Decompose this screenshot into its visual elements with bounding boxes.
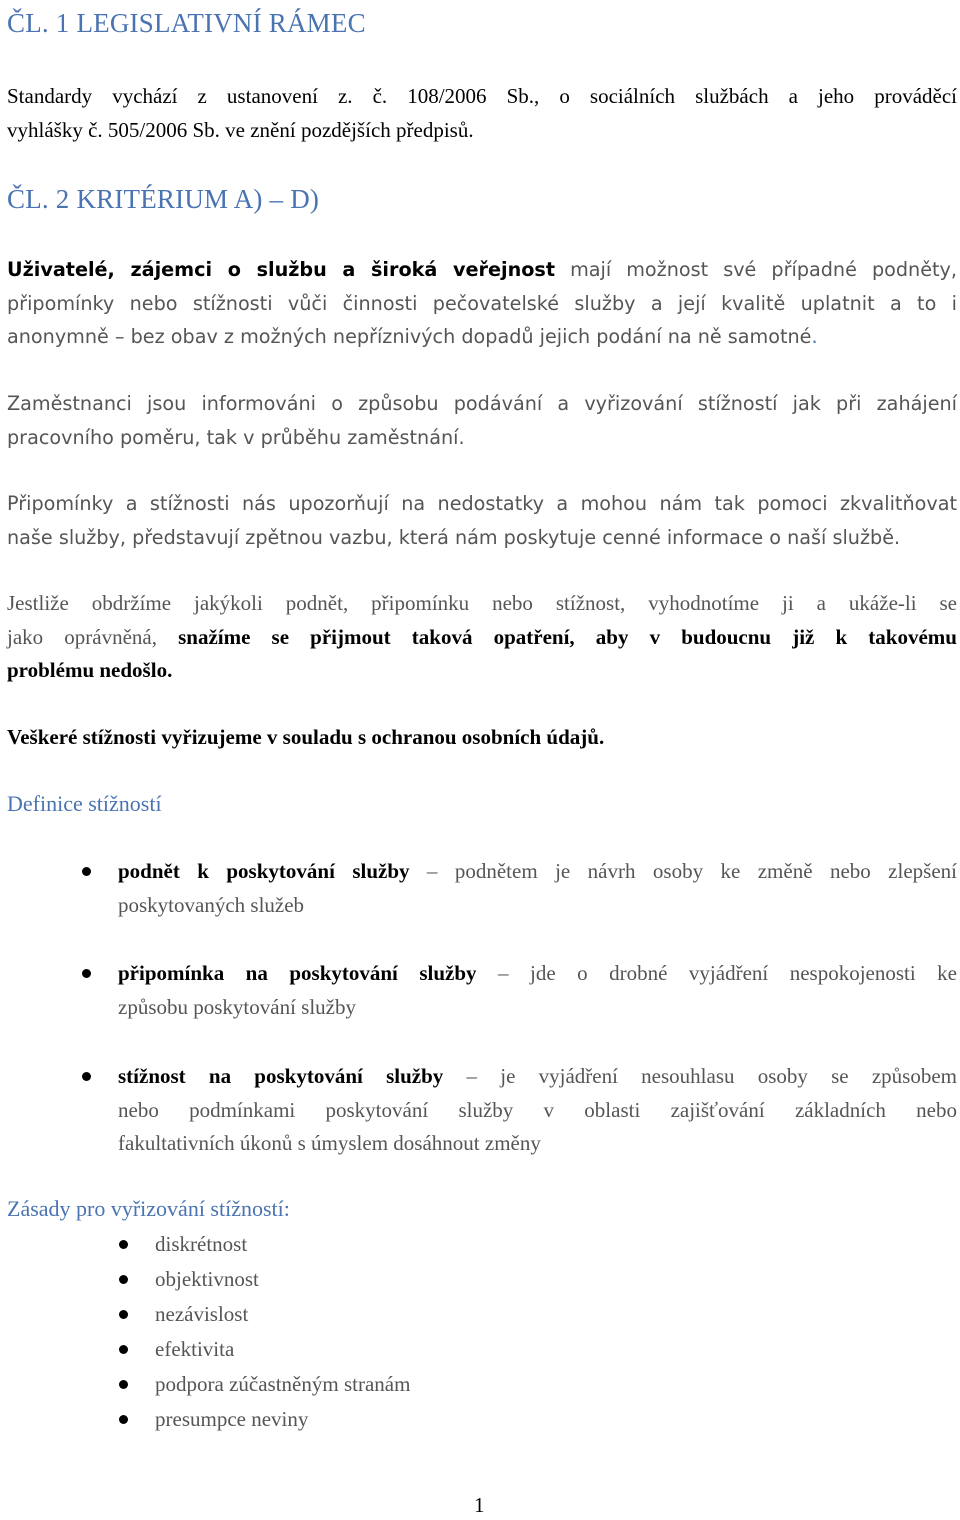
definition-term: podnět k poskytování služby (118, 859, 410, 883)
privacy-paragraph (7, 721, 957, 755)
bullet-icon (82, 1072, 91, 1081)
bullet-icon (119, 1380, 128, 1389)
definition-desc-line-3: fakultativních úkonů s úmyslem dosáhnout změny (118, 1131, 541, 1155)
principles-heading: Zásady pro vyřizování stížností: (7, 1196, 290, 1221)
definition-item-suggestion (118, 855, 957, 922)
bullet-icon (119, 1415, 128, 1424)
definition-desc-line-2: poskytovaných služeb (118, 892, 305, 917)
feedback-paragraph (7, 487, 957, 554)
measures-paragraph (7, 587, 957, 688)
bullet-icon (82, 867, 91, 876)
bullet-icon (82, 969, 91, 978)
employees-line-2: pracovního poměru, tak v průběhu zaměstnání. (7, 425, 465, 449)
principle-item: diskrétnost (155, 1232, 248, 1256)
intro-line-1: Standardy vychází z ustanovení z. č. 108/2006 Sb., o sociálních službách a jeho prováděcí (7, 84, 957, 108)
definition-desc: – podnětem je návrh osoby ke změně nebo zlepšení (409, 859, 957, 883)
heading-criterion: ČL. 2 KRITÉRIUM A) – D) (7, 184, 320, 214)
feedback-line-1: Připomínky a stížnosti nás upozorňují na nedostatky a mohou nám tak pomoci zkvalitňovat (7, 492, 957, 515)
users-paragraph (7, 253, 957, 354)
users-line-2: připomínky nebo stížnosti vůči činnosti pečovatelské služby a její kvalitě uplatnit a to i (7, 291, 957, 315)
heading-legislative-framework: ČL. 1 LEGISLATIVNÍ RÁMEC (7, 8, 366, 38)
definitions-heading: Definice stížností (7, 791, 162, 816)
privacy-statement: Veškeré stížnosti vyřizujeme v souladu s ochranou osobních údajů. (7, 725, 605, 749)
bullet-icon (119, 1310, 128, 1319)
definition-item-complaint (118, 1060, 957, 1161)
principle-item: nezávislost (155, 1302, 249, 1326)
measures-line-2-bold: snažíme se přijmout taková opatření, aby v budoucnu již k takovému (178, 624, 957, 649)
page-number: 1 (474, 1493, 485, 1517)
bullet-icon (119, 1275, 128, 1284)
intro-paragraph (7, 80, 957, 147)
users-line-1-rest: mají možnost své případné podněty, (555, 258, 957, 281)
definition-desc-line-2: způsobu poskytování služby (118, 994, 356, 1019)
employees-line-1: Zaměstnanci jsou informováni o způsobu podávání a vyřizování stížností jak při zahájení (7, 392, 957, 415)
definition-term: stížnost na poskytování služby (118, 1064, 444, 1088)
bullet-icon (119, 1345, 128, 1354)
measures-line-2-normal: jako oprávněná, (7, 624, 179, 649)
measures-line-1: Jestliže obdržíme jakýkoli podnět, připomínku nebo stížnost, vyhodnotíme ji a ukáže-li se (7, 591, 957, 615)
users-line-3-end: . (811, 325, 818, 348)
principle-item: objektivnost (155, 1267, 259, 1291)
bullet-icon (119, 1240, 128, 1249)
definition-desc: – je vyjádření nesouhlasu osoby se způsobem (443, 1064, 958, 1088)
employees-paragraph (7, 387, 957, 454)
measures-line-3-bold: problému nedošlo. (7, 658, 173, 682)
definition-item-remark (118, 957, 957, 1024)
principle-item: efektivita (155, 1337, 235, 1361)
intro-line-2: vyhlášky č. 505/2006 Sb. ve znění pozdějších předpisů. (7, 117, 474, 142)
users-bold: Uživatelé, zájemci o službu a široká veřejnost (7, 258, 556, 281)
definition-desc-line-2: nebo podmínkami poskytování služby v oblasti zajišťování základních nebo (118, 1097, 957, 1122)
definition-term: připomínka na poskytování služby (118, 961, 477, 985)
definition-desc: – jde o drobné vyjádření nespokojenosti ke (476, 961, 957, 985)
feedback-line-2: naše služby, představují zpětnou vazbu, která nám poskytuje cenné informace o naší službě. (7, 525, 901, 549)
principle-item: presumpce neviny (155, 1407, 309, 1431)
principle-item: podpora zúčastněným stranám (155, 1372, 411, 1396)
users-line-3: anonymně – bez obav z možných nepříznivých dopadů jejich podání na ně samotné (7, 325, 812, 348)
